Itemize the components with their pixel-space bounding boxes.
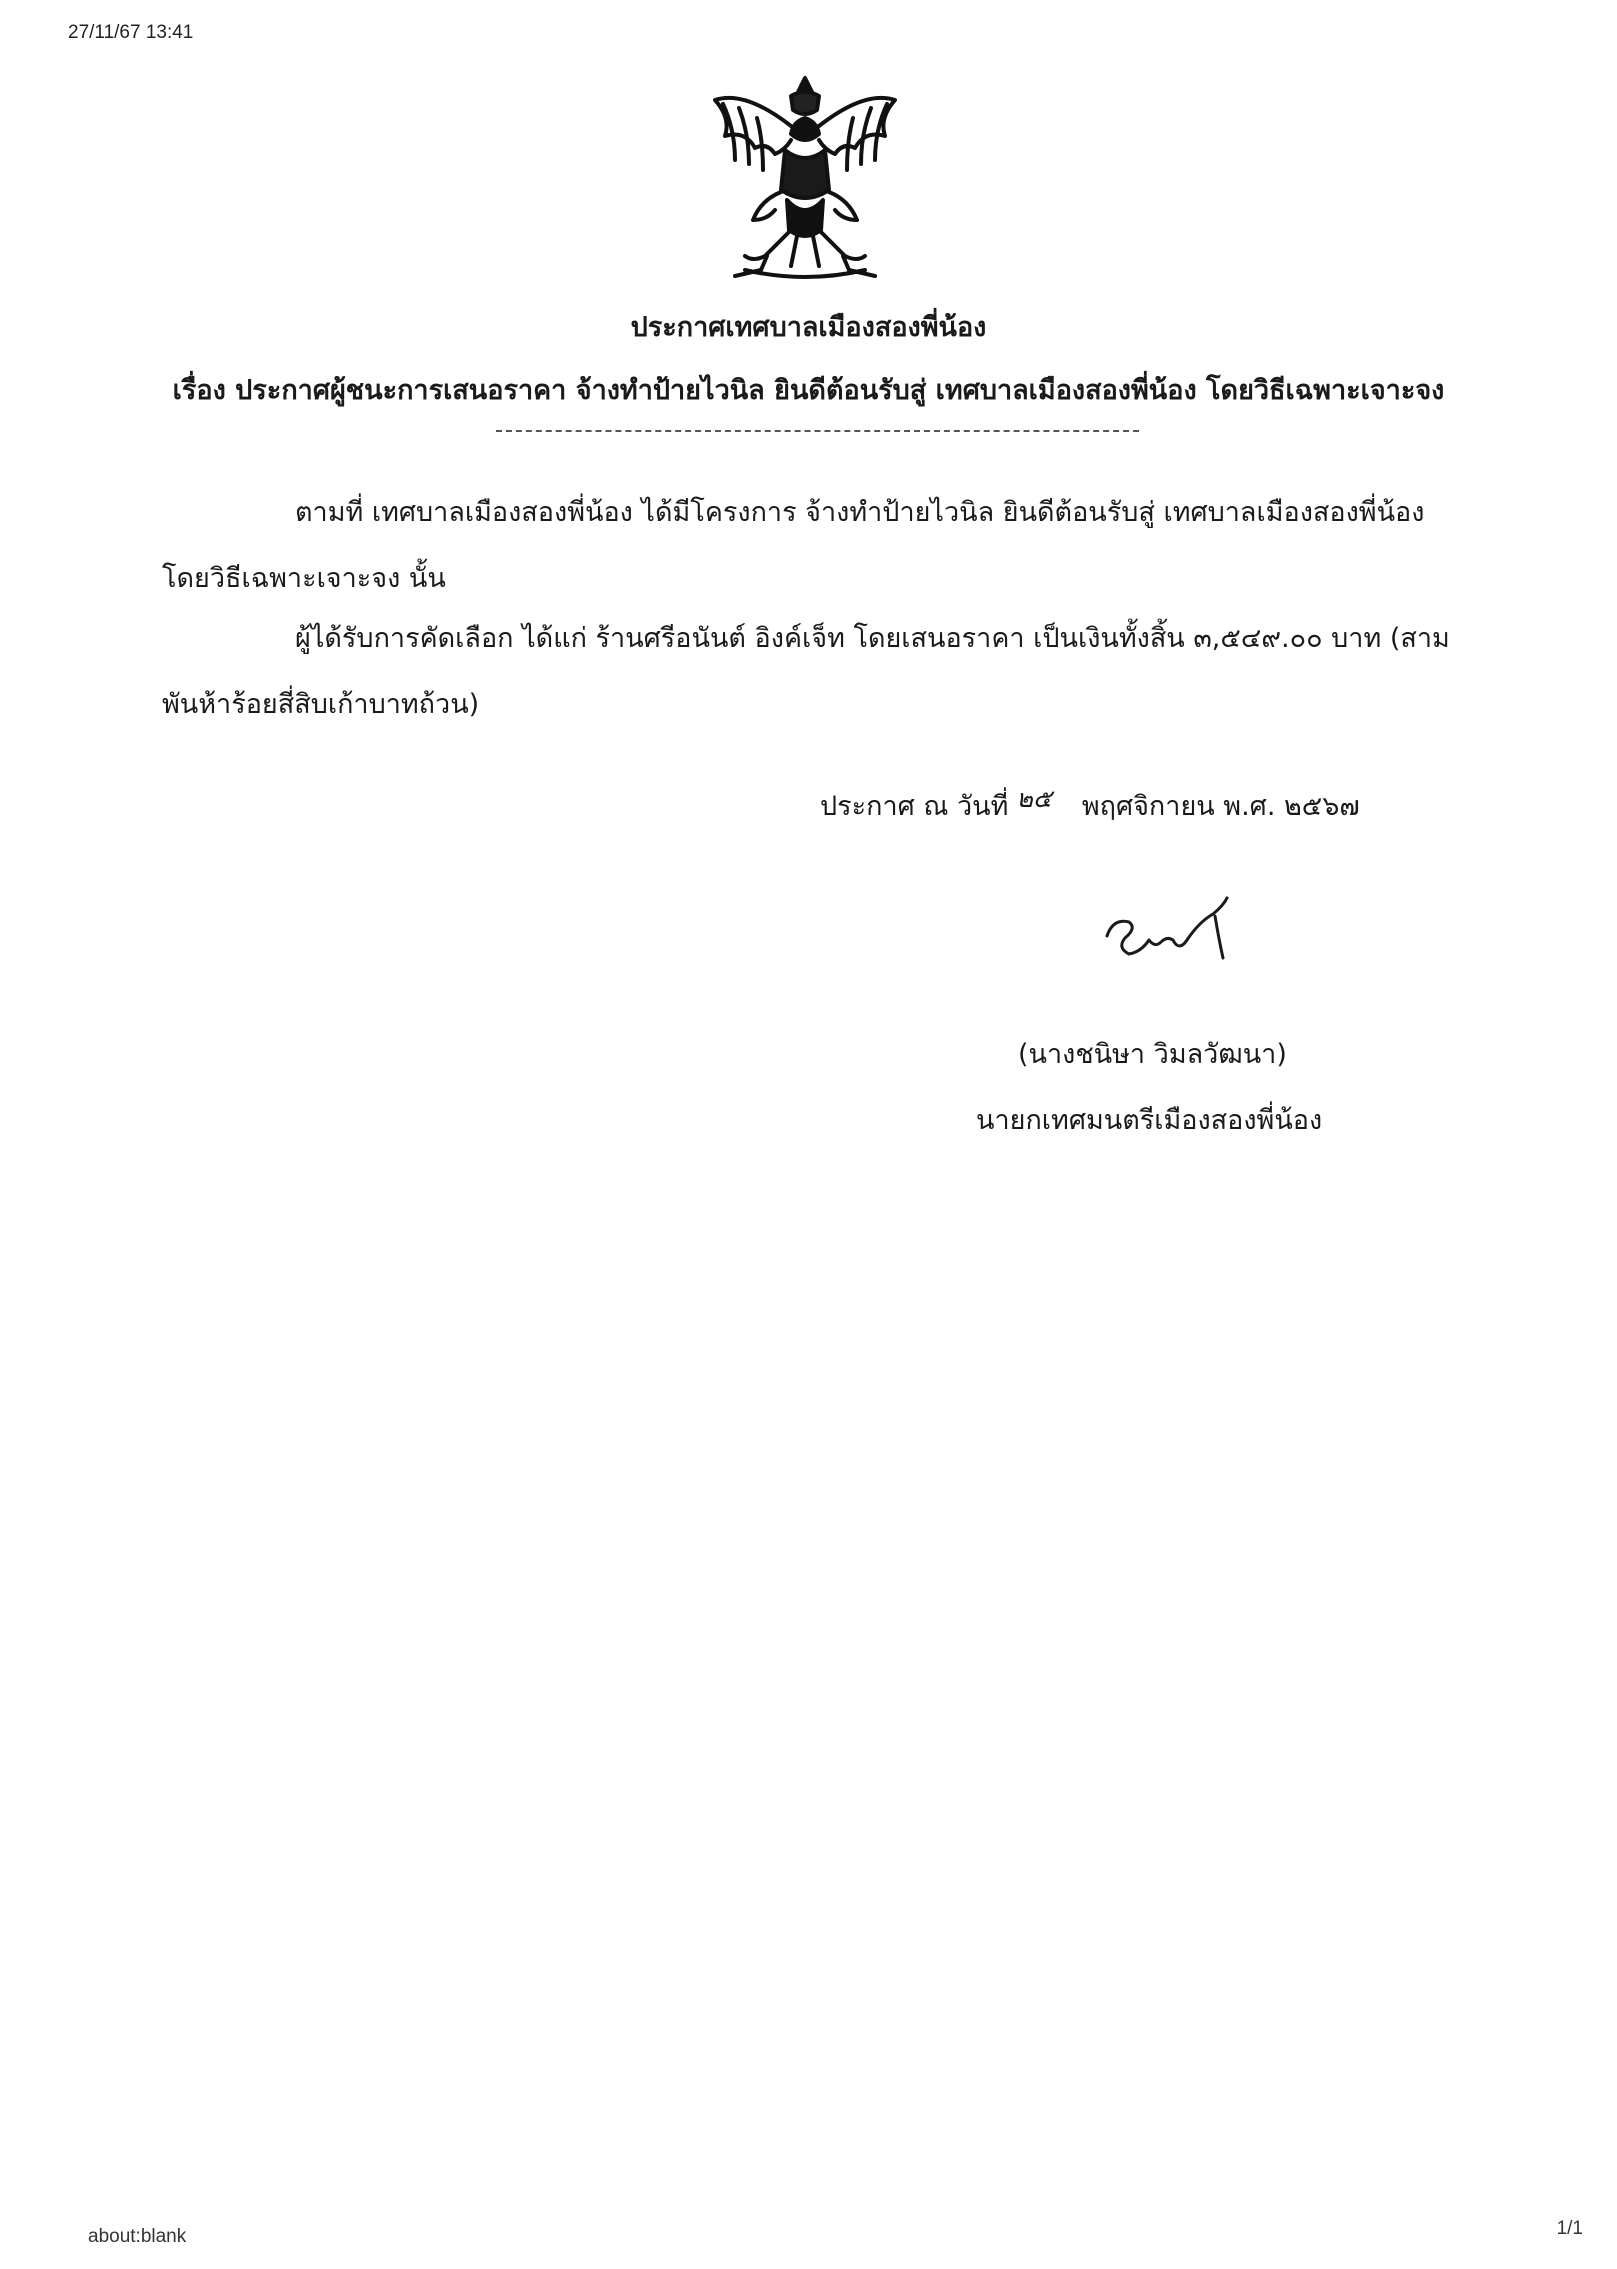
date-prefix: ประกาศ ณ วันที่ bbox=[820, 791, 1009, 822]
document-subject: เรื่อง ประกาศผู้ชนะการเสนอราคา จ้างทำป้ายไวนิล ยินดีต้อนรับสู่ เทศบาลเมืองสองพี่น้อง โดยวิธีเฉพาะเจาะจง bbox=[172, 375, 1445, 406]
garuda-emblem-icon bbox=[705, 70, 905, 295]
signer-name: (นางชนิษา วิมลวัฒนา) bbox=[1018, 1039, 1287, 1070]
date-suffix: พฤศจิกายน พ.ศ. ๒๕๖๗ bbox=[1081, 791, 1360, 822]
signer-title: นายกเทศมนตรีเมืองสองพี่น้อง bbox=[976, 1105, 1323, 1136]
print-page-number: 1/1 bbox=[1556, 2218, 1583, 2239]
document-title: ประกาศเทศบาลเมืองสองพี่น้อง bbox=[630, 312, 987, 343]
announcement-date bbox=[820, 784, 1360, 827]
print-footer-url: about:blank bbox=[88, 2226, 187, 2247]
title-divider bbox=[496, 430, 1139, 432]
handwritten-signature bbox=[1095, 878, 1245, 978]
paragraph-2-text: ผู้ได้รับการคัดเลือก ได้แก่ ร้านศรีอนันต์ อิงค์เจ็ท โดยเสนอราคา เป็นเงินทั้งสิ้น ๓,๕๔๙.๐๐ บาท (สามพันห้าร้อยสี่สิบเก้าบาทถ้วน) bbox=[162, 623, 1450, 720]
print-timestamp: 27/11/67 13:41 bbox=[68, 22, 194, 43]
body-paragraph-2 bbox=[162, 606, 1452, 738]
date-day-handwritten: ๒๕ bbox=[1016, 784, 1052, 813]
body-paragraph-1 bbox=[162, 480, 1452, 612]
paragraph-1-text: ตามที่ เทศบาลเมืองสองพี่น้อง ได้มีโครงการ จ้างทำป้ายไวนิล ยินดีต้อนรับสู่ เทศบาลเมืองสองพี่น้อง โดยวิธีเฉพาะเจาะจง นั้น bbox=[162, 497, 1425, 594]
